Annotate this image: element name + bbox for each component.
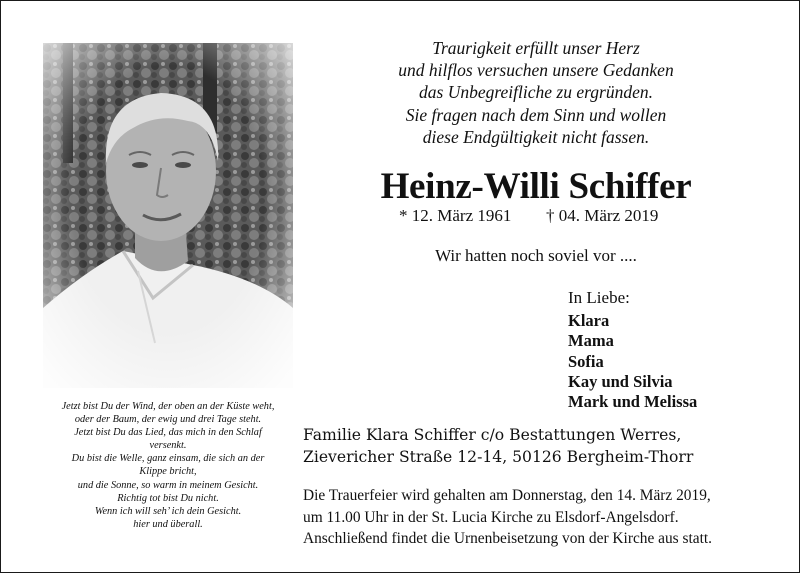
opening-quote [351,37,721,148]
contact-address [303,425,693,468]
birth-date: * 12. März 1961 [399,206,512,225]
poem-line: oder der Baum, der ewig und drei Tage steht. [74,414,262,426]
mourner-name: Mama [568,331,614,351]
portrait-photo [43,43,293,388]
mourner-name: Kay und Silvia [568,371,673,391]
mourners-block [568,288,768,412]
mourner-name: Klara [568,311,610,330]
subline: Wir hatten noch soviel vor .... [435,246,637,265]
quote-line: Sie fragen nach dem Sinn und wollen [405,104,667,125]
service-line: um 11.00 Uhr in der St. Lucia Kirche zu Elsdorf-Angelsdorf. [303,508,679,526]
poem-line: Jetzt bist Du das Lied, das mich in den Schlaf [74,427,262,439]
poem-line: Richtig tot bist Du nicht. [117,492,219,504]
mourner-name: Mark und Melissa [568,392,698,412]
death-date: † 04. März 2019 [546,206,659,225]
service-line: Anschließend findet die Urnenbeisetzung von der Kirche aus statt. [303,530,713,547]
mourner-name: Sofia [568,351,604,371]
quote-line: Traurigkeit erfüllt unser Herz [432,38,640,58]
poem-line: versenkt. [149,440,187,452]
contact-line: Familie Klara Schiffer c/o Bestattungen Werres, [303,426,682,444]
deceased-name: Heinz-Willi Schiffer [380,166,692,207]
mourners-heading: In Liebe: [568,288,630,307]
service-details [303,485,712,550]
quote-line: und hilflos versuchen unsere Gedanken [398,60,674,81]
portrait-image [43,43,293,388]
poem-line: Wenn ich will seh’ ich dein Gesicht. [94,505,242,517]
poem-line: Jetzt bist Du der Wind, der oben an der Küste weht, [61,401,275,412]
poem [37,400,299,531]
contact-line: Zievericher Straße 12-14, 50126 Bergheim-Thorr [303,447,694,466]
poem-line: hier und überall. [133,518,203,530]
quote-line: diese Endgültigkeit nicht fassen. [422,126,650,147]
mourners-list [568,311,768,412]
service-line: Die Trauerfeier wird gehalten am Donnerstag, den 14. März 2019, [303,487,711,504]
poem-line: und die Sonne, so warm in meinem Gesicht. [77,479,259,491]
quote-line: das Unbegreifliche zu ergründen. [419,82,653,103]
poem-line: Klippe bricht, [139,466,197,478]
poem-line: Du bist die Welle, ganz einsam, die sich an der [71,453,265,465]
